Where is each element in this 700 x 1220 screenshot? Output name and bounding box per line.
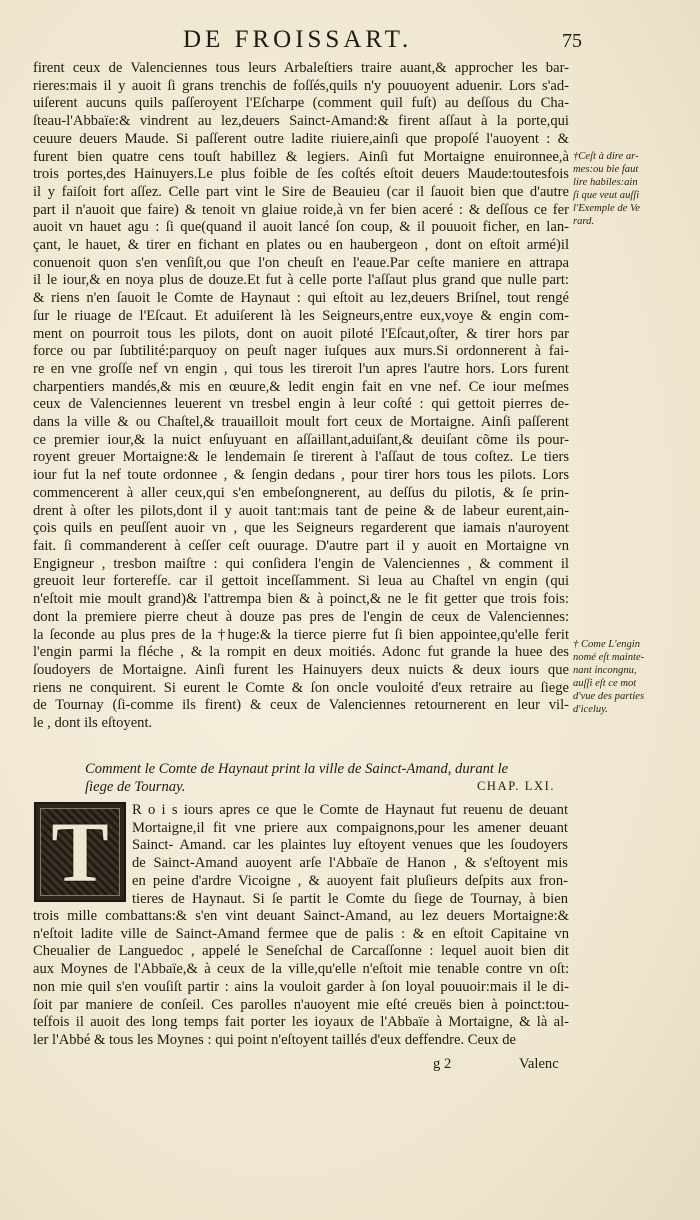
margin-note-line: nomé eſt mainte-	[573, 652, 645, 663]
text-line: ler l'Abbé & tous les Moynes : qui point n'eſtoyent taillés d'eux deffendre. Ceux de	[33, 1031, 517, 1048]
page-number: 75	[562, 30, 582, 52]
text-line: uiſerent aucuns quils paſſeroyent l'Eſcharpe (comment quil fuſt) au deſſous du Cha-	[33, 95, 569, 112]
text-line: greuoit leur forterefſe. car il gettoit inceſſamment. Si leua au Chaſtel vn engin (qui	[33, 573, 569, 590]
text-line: R o i s iours apres ce que le Comte de Haynaut fut reuenu de deuant	[132, 802, 568, 818]
text-line: iour fut la nef toute ordonnee , & ſengin dedans , pour tirer hors tous les pilots. Lors	[33, 467, 569, 484]
running-title: DE FROISSART.	[183, 26, 413, 53]
text-line: commencerent à aller ceux,qui s'en embeſongnerent, au deſſus du pilotis, & ſe prin-	[33, 484, 569, 501]
chapter-heading-line: ſiege de Tournay.	[85, 779, 186, 795]
text-line: drent à oſter les pilots,dont il y auoit tant:mais tant de peine & de labeur eurent,ain-	[33, 502, 569, 519]
margin-note	[573, 150, 693, 228]
text-line: ſoudoyers de Mortaigne. Ainſi furent les Hainuyers deux nuicts & deux iours que	[33, 661, 569, 678]
margin-note	[573, 638, 693, 716]
text-line: re en vne groſſe nef vn engin , qui tous les tireroit l'un apres l'autre hors. Lors furent	[33, 360, 569, 377]
text-line: royent greuer Mortaigne:& le lendemain ſe tirerent à l'aſſaut de tous coſtez. Le tiers	[33, 449, 569, 466]
text-line: ment on pourroit tous les pilots, dont on auoit piloté l'Eſcaut,oſter, & tirer hors par	[33, 325, 569, 342]
text-line: ceuure deuers Maude. Si paſſerent outre ladite riuiere,ainſi que propoſé l'auoyent : &	[33, 130, 569, 147]
text-line: Sainct- Amand. car les plaintes luy eſtoyent venues que les ſoudoyers	[132, 837, 568, 854]
margin-note-line: d'vue des parties	[573, 691, 645, 702]
text-line: Engigneur , tresbon maiſtre : qui conſidera l'engin de Valenciennes , & comment il	[33, 555, 569, 572]
text-line: trois mille combattans:& s'en vint deuant Sainct-Amand, au lez deuers Mortaigne:&	[33, 908, 569, 924]
text-line: le , dont ils eſtoyent.	[33, 715, 153, 732]
margin-note-line: ſi que veut auſſi	[573, 190, 640, 201]
text-line: Cheualier de Languedoc , appelé le Seneſchal de Carcaſſonne : lequel auoit bien dit	[33, 943, 569, 960]
text-line: en peine d'ardre Vicoigne , & auoyent fait pluſieurs deſpits aux fron-	[132, 872, 568, 889]
page-footer	[0, 1056, 700, 1080]
text-line: de Tournay (ſi-comme ils firent) & ceux de Valenciennes retournerent en leur vil-	[33, 697, 569, 714]
text-line: il le iour,& en noya plus de douze.Et fut à celle porte l'aſſaut plus grand que nulle part:	[33, 272, 569, 289]
chapter-text	[33, 908, 569, 1050]
text-line: rieres:mais il y auoit ſi grans trenchis de foſſés,quils n'y pouuoyent aduenir. Lors s'ad-	[33, 77, 569, 94]
text-line: dont la premiere pierre cheut à douze pas pres de l'engin de ceux de Valenciennes:	[33, 608, 569, 625]
text-line: ſoit par maniere de conſeil. Ces parolles n'auoyent mie eſté creuës bien à poinct:tou-	[33, 996, 569, 1013]
text-line: ſteau-l'Abbaïe:& vindrent au lez,deuers Sainct-Amand:& firent aſſaut à la porte,qui	[33, 113, 569, 130]
paragraph	[33, 60, 569, 733]
text-line: riens ne conquirent. Si eurent le Comte & ſon oncle vouloité d'eux retraire au ſiege	[33, 679, 569, 696]
page-header	[0, 22, 700, 62]
text-line: firent ceux de Valenciennes tous leurs Arbaleſtiers traire auant,& approcher les bar-	[33, 60, 569, 76]
margin-note-line: † Come L'engin	[573, 639, 641, 650]
text-line: çois quils en peuſſent auoir vn , que les Seigneurs regarderent que iamais n'auroyent	[33, 520, 569, 537]
text-line: part il n'auoit que faire) & tenoit vn glaiue roide,à vn fer bien aceré : & deſſous ce fer	[33, 201, 569, 218]
text-line: non mie quil s'en vouſiſt partir : ains la vouloit garder à ſon loyal pouuoir:mais il le di-	[33, 978, 569, 995]
margin-note-line: d'iceluy.	[573, 704, 608, 715]
chapter-number: CHAP. LXI.	[477, 779, 556, 793]
decorated-initial	[34, 802, 126, 902]
text-line: teſfois il auoit des long temps fait porter les ioyaux de l'Abbaïe à Mortaigne, & là al-	[33, 1014, 569, 1031]
text-line: dans la ville & ou Chaſtel,& trauailloit moult fort ceux de Mortaigne. Ainſi paſſerent	[33, 414, 569, 431]
text-line: l'engin parmi la fléche , & la rompit en deux moitiés. Adonc fut grande la huee des	[33, 644, 569, 661]
chapter-text-indented	[132, 802, 568, 908]
chapter-heading-line: Comment le Comte de Haynaut print la ville de Sainct-Amand, durant le	[85, 761, 509, 777]
text-line: il y faiſoit fort aſſez. Celle part vint le Sire de Beauieu (car il ſauoit bien que d'autre	[33, 183, 569, 200]
margin-note-line: mes:ou bie faut	[573, 164, 639, 175]
text-line: ceux de Valenciennes leuerent vn tresbel engin à leur coſté : qui gettoit pierres de-	[33, 396, 569, 413]
text-line: la ſeconde au plus pres de la †huge:& la tierce pierre fut ſi bien appointee,qu'elle ferit	[33, 626, 569, 643]
text-line: fait. ſi commanderent à ceſſer ceſt ouurage. D'autre part il y auoit en Mortaigne vn	[33, 537, 569, 554]
text-line: aux Moynes de l'Abbaïe,& à ceux de la ville,qu'elle n'eſtoit mie tenable contre vn oſt:	[33, 961, 569, 978]
text-line: furent bien quatre cens touſt habillez & legiers. Ainſi fut Mortaigne enuironnee,à	[33, 148, 569, 165]
margin-note-line: auſſi eſt ce mot	[573, 678, 637, 689]
margin-note-line: l'Exemple de Ve	[573, 203, 640, 214]
text-line: ſur le riuage de l'Eſcaut. Et aduiſerent là les Seigneurs,entre eux,voye & engin com-	[33, 307, 569, 324]
margin-note-line: nant incongnu,	[573, 665, 637, 676]
text-line: tieres de Haynaut. Si ſe partit le Comte du ſiege de Tournay, à bien	[132, 890, 568, 907]
text-line: force ou par ſubtilité:parquoy on peuſt nager iuſques aux murs.Si ordonnerent à fai-	[33, 343, 569, 360]
margin-note-line: lire habiles:ain	[573, 177, 638, 188]
main-text-block	[33, 60, 569, 733]
catchword: Valenc	[519, 1056, 559, 1072]
margin-note-line: rard.	[573, 216, 595, 227]
text-line: n'eſtoit mie moult grand)& l'attrempa bien & à poinct,& ne le fit getter que trois fois:	[33, 591, 569, 608]
text-line: ce premier iour,& la nuict enſuyuant en aſſaillant,aduiſant,& deuiſant cõme ils pour-	[33, 431, 569, 448]
text-line: n'eſtoit ladite ville de Sainct-Amand fermee que de palis : & en eſtoit Capitaine vn	[33, 925, 569, 942]
text-line: auoit vn hauet agu : ſi que(quand il auoit lancé ſon coup, & il pouuoit ficher, en lan-	[33, 219, 569, 236]
text-line: conuenoit quon s'en venſiſt,ou que l'on cheuſt en l'eaue.Par ceſte maniere en attrapa	[33, 254, 569, 271]
signature-mark: g 2	[433, 1056, 452, 1072]
text-line: trois portes,des Hainuyers.Le plus foible de ſes coſtés eſtoit deuers Maude:toutesfois	[33, 166, 569, 183]
text-line: charpentiers mandés,& mis en œuure,& ledit engin fait en vne nef. Ce iour meſmes	[33, 378, 569, 395]
text-line: de Sainct-Amand auoyent arſe l'Abbaïe de Hanon , & s'eſtoyent mis	[132, 855, 568, 872]
initial-letter: T	[51, 804, 109, 900]
text-line: çant, le hauet, & tirer en fichant en plates ou en haubergeon , dont on eſtoit armé)il	[33, 237, 569, 254]
margin-note-line: †Ceſt à dire ar-	[573, 151, 639, 162]
text-line: & riens n'en ſauoit le Comte de Haynaut : qui eſtoit au lez,deuers Briſnel, tout rengé	[33, 290, 569, 307]
text-line: Mortaigne,il fit vne priere aux compaignons,pour les amener deuant	[132, 819, 568, 836]
